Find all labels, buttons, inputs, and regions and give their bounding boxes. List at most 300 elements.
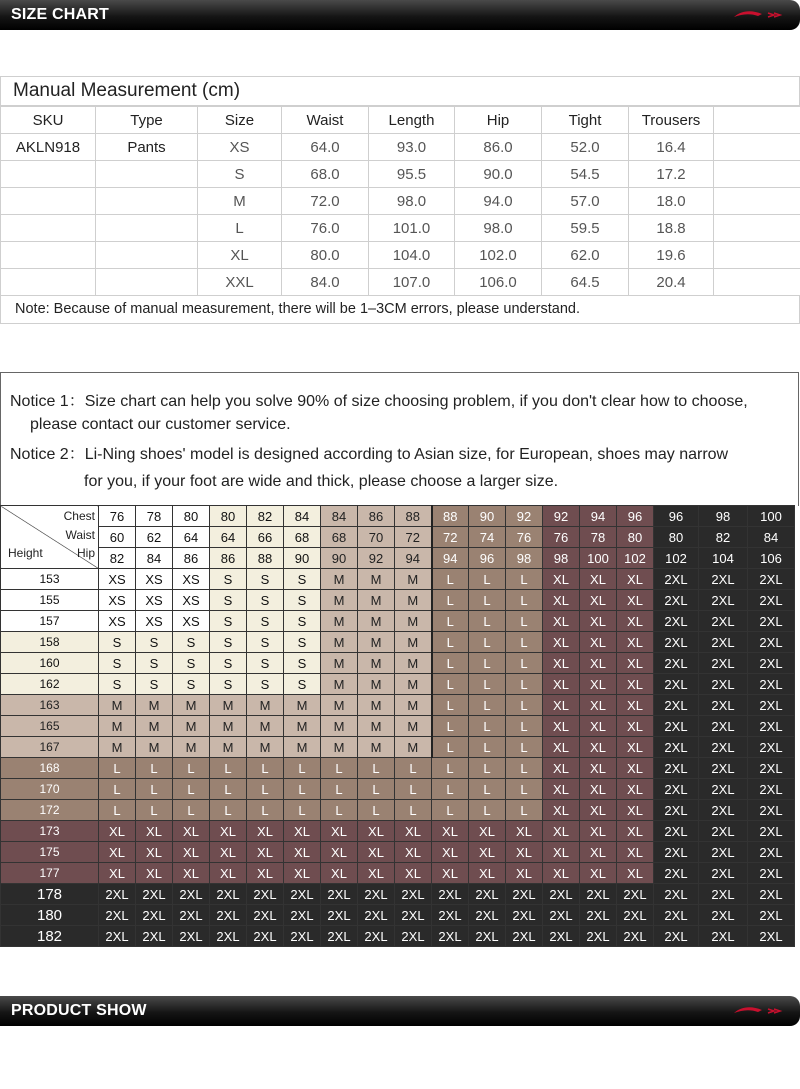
size-cell: 2XL (699, 758, 748, 779)
size-grid-chest-cell: 88 (395, 506, 432, 527)
size-cell: M (136, 695, 173, 716)
size-cell: XL (617, 737, 654, 758)
height-cell: 162 (1, 674, 99, 695)
size-cell: 2XL (654, 863, 699, 884)
size-grid-row (1, 569, 795, 590)
measurement-cell (1, 269, 96, 296)
size-cell: 2XL (699, 926, 748, 947)
size-grid-waist-cell: 60 (99, 527, 136, 548)
size-cell: S (136, 632, 173, 653)
size-cell: 2XL (321, 905, 358, 926)
size-cell: L (173, 779, 210, 800)
size-cell: 2XL (654, 716, 699, 737)
size-grid-waist-cell: 82 (699, 527, 748, 548)
measurement-row (1, 188, 800, 215)
size-cell: 2XL (748, 737, 795, 758)
size-grid-row (1, 695, 795, 716)
size-cell: S (210, 590, 247, 611)
measurement-cell: XXL (198, 269, 282, 296)
size-cell: L (469, 653, 506, 674)
chest-label: Chest (63, 509, 95, 523)
size-cell: L (432, 569, 469, 590)
size-cell: L (469, 674, 506, 695)
size-cell: M (358, 737, 395, 758)
size-cell: M (395, 590, 432, 611)
size-cell: L (506, 716, 543, 737)
size-cell: L (99, 800, 136, 821)
measurement-cell: Pants (96, 134, 198, 161)
size-cell: M (136, 716, 173, 737)
size-cell: 2XL (699, 569, 748, 590)
size-cell: XS (136, 590, 173, 611)
size-grid-chest-row (1, 506, 795, 527)
size-cell: 2XL (136, 884, 173, 905)
size-cell: XL (580, 758, 617, 779)
size-cell: L (506, 779, 543, 800)
brand-logo-icon (732, 1004, 790, 1018)
size-cell: 2XL (748, 779, 795, 800)
size-cell: 2XL (748, 674, 795, 695)
size-cell: 2XL (748, 695, 795, 716)
size-cell: 2XL (654, 674, 699, 695)
measurement-row (1, 134, 800, 161)
size-cell: XL (469, 821, 506, 842)
size-cell: 2XL (395, 884, 432, 905)
size-cell: XL (395, 842, 432, 863)
size-cell: XL (321, 821, 358, 842)
size-cell: XL (321, 842, 358, 863)
height-cell: 172 (1, 800, 99, 821)
size-grid-waist-cell: 72 (395, 527, 432, 548)
size-cell: XL (580, 590, 617, 611)
size-grid-hip-cell: 98 (506, 548, 543, 569)
size-grid-hip-cell: 82 (99, 548, 136, 569)
size-cell: 2XL (748, 758, 795, 779)
size-cell: XL (580, 674, 617, 695)
size-grid-corner-header (1, 506, 99, 569)
measurement-cell (1, 188, 96, 215)
size-cell: L (358, 758, 395, 779)
size-cell: L (469, 569, 506, 590)
size-cell: 2XL (173, 926, 210, 947)
size-cell: 2XL (699, 779, 748, 800)
size-cell: M (321, 653, 358, 674)
size-cell: 2XL (358, 884, 395, 905)
size-grid-chest-cell: 80 (210, 506, 247, 527)
size-cell: XL (321, 863, 358, 884)
measurement-cell (96, 161, 198, 188)
size-cell: L (432, 653, 469, 674)
size-cell: 2XL (748, 842, 795, 863)
size-cell: L (506, 590, 543, 611)
size-cell: S (99, 674, 136, 695)
size-cell: 2XL (395, 926, 432, 947)
size-cell: L (469, 737, 506, 758)
size-grid-waist-cell: 68 (321, 527, 358, 548)
size-cell: 2XL (654, 695, 699, 716)
size-cell: M (247, 695, 284, 716)
size-grid-waist-cell: 64 (210, 527, 247, 548)
size-cell: XS (136, 611, 173, 632)
measurement-cell (96, 269, 198, 296)
size-cell: 2XL (99, 905, 136, 926)
size-cell: L (506, 800, 543, 821)
measurement-cell: 98.0 (455, 215, 542, 242)
size-cell: M (210, 737, 247, 758)
size-cell: M (284, 737, 321, 758)
size-cell: S (210, 569, 247, 590)
measurement-cell: 64.0 (282, 134, 369, 161)
size-grid-chest-cell: 84 (321, 506, 358, 527)
size-cell: L (284, 758, 321, 779)
size-grid-row (1, 716, 795, 737)
size-grid-row (1, 590, 795, 611)
size-grid-waist-cell: 62 (136, 527, 173, 548)
size-cell: 2XL (617, 905, 654, 926)
size-cell: S (284, 653, 321, 674)
size-cell: M (210, 716, 247, 737)
size-cell: L (136, 758, 173, 779)
size-cell: 2XL (748, 863, 795, 884)
size-cell: M (395, 611, 432, 632)
size-grid-row (1, 653, 795, 674)
size-cell: 2XL (654, 926, 699, 947)
measurement-cell: AKLN918 (1, 134, 96, 161)
measurement-cell: 62.0 (542, 242, 629, 269)
size-grid-row (1, 905, 795, 926)
size-grid-hip-cell: 96 (469, 548, 506, 569)
notice-2-line-1: Notice 2：Li-Ning shoes' model is designed according to Asian size, for European, shoes may narrow (10, 446, 729, 463)
measurement-header-cell: Tight (542, 107, 629, 134)
size-grid-waist-cell: 74 (469, 527, 506, 548)
size-grid-hip-cell: 88 (247, 548, 284, 569)
measurement-cell: 18.8 (629, 215, 714, 242)
measurement-cell: 19.6 (629, 242, 714, 269)
size-cell: L (321, 779, 358, 800)
size-grid-row (1, 632, 795, 653)
size-cell: XL (395, 821, 432, 842)
size-cell: XL (432, 821, 469, 842)
product-show-banner (0, 996, 800, 1026)
size-cell: 2XL (654, 737, 699, 758)
size-cell: L (247, 758, 284, 779)
size-cell: XL (617, 779, 654, 800)
size-cell: 2XL (699, 611, 748, 632)
size-cell: 2XL (395, 905, 432, 926)
size-grid-chest-cell: 84 (284, 506, 321, 527)
size-cell: 2XL (699, 863, 748, 884)
size-cell: 2XL (358, 926, 395, 947)
height-cell: 170 (1, 779, 99, 800)
size-cell: L (506, 653, 543, 674)
size-grid-hip-cell: 98 (543, 548, 580, 569)
size-cell: 2XL (654, 821, 699, 842)
size-cell: 2XL (321, 884, 358, 905)
size-grid-waist-cell: 68 (284, 527, 321, 548)
size-cell: 2XL (654, 632, 699, 653)
size-cell: L (432, 590, 469, 611)
size-cell: 2XL (247, 884, 284, 905)
size-grid-hip-cell: 102 (654, 548, 699, 569)
size-cell: XS (173, 611, 210, 632)
size-cell: XL (617, 863, 654, 884)
measurement-cell (714, 188, 800, 215)
measurement-header-row (1, 107, 800, 134)
measurement-cell: 102.0 (455, 242, 542, 269)
size-grid-chest-cell: 94 (580, 506, 617, 527)
size-cell: XS (173, 590, 210, 611)
size-cell: XS (99, 569, 136, 590)
size-grid-hip-cell: 94 (395, 548, 432, 569)
size-cell: M (284, 716, 321, 737)
size-cell: L (432, 611, 469, 632)
size-cell: XL (136, 821, 173, 842)
measurement-cell: S (198, 161, 282, 188)
size-cell: XL (506, 863, 543, 884)
size-cell: S (173, 632, 210, 653)
size-cell: S (284, 611, 321, 632)
height-cell: 180 (1, 905, 99, 926)
size-grid-chest-cell: 92 (543, 506, 580, 527)
size-cell: XL (543, 800, 580, 821)
size-cell: L (173, 800, 210, 821)
manual-measurement-section (0, 76, 800, 324)
size-cell: 2XL (580, 926, 617, 947)
height-cell: 163 (1, 695, 99, 716)
size-cell: XL (284, 821, 321, 842)
size-grid-row (1, 842, 795, 863)
size-cell: XL (543, 590, 580, 611)
size-grid-chest-cell: 78 (136, 506, 173, 527)
notice-2-line-2: for you, if your foot are wide and thick, please choose a larger size. (84, 473, 559, 490)
measurement-cell: 107.0 (369, 269, 455, 296)
size-grid-row (1, 779, 795, 800)
size-cell: S (136, 674, 173, 695)
size-cell: XL (543, 863, 580, 884)
size-cell: L (173, 758, 210, 779)
measurement-header-cell: Type (96, 107, 198, 134)
measurement-cell: XL (198, 242, 282, 269)
size-cell: XL (543, 695, 580, 716)
size-cell: XL (395, 863, 432, 884)
size-cell: 2XL (580, 884, 617, 905)
size-grid-hip-cell: 90 (321, 548, 358, 569)
size-cell: 2XL (99, 926, 136, 947)
size-cell: XL (136, 842, 173, 863)
measurement-cell: 104.0 (369, 242, 455, 269)
size-cell: XL (617, 611, 654, 632)
size-cell: L (469, 758, 506, 779)
size-cell: XL (543, 611, 580, 632)
size-cell: XL (358, 821, 395, 842)
size-cell: L (395, 779, 432, 800)
size-cell: L (99, 758, 136, 779)
size-cell: L (469, 716, 506, 737)
measurement-cell (96, 215, 198, 242)
size-cell: S (136, 653, 173, 674)
size-cell: 2XL (699, 632, 748, 653)
measurement-row (1, 242, 800, 269)
measurement-cell: 86.0 (455, 134, 542, 161)
size-cell: XL (543, 569, 580, 590)
size-cell: 2XL (654, 758, 699, 779)
size-cell: XL (617, 674, 654, 695)
size-cell: L (432, 632, 469, 653)
measurement-cell: 98.0 (369, 188, 455, 215)
size-cell: 2XL (699, 590, 748, 611)
size-cell: L (247, 779, 284, 800)
size-cell: 2XL (432, 905, 469, 926)
size-cell: 2XL (699, 737, 748, 758)
size-cell: L (432, 800, 469, 821)
size-cell: XL (543, 632, 580, 653)
size-cell: M (321, 674, 358, 695)
height-cell: 155 (1, 590, 99, 611)
size-cell: 2XL (284, 926, 321, 947)
size-cell: XL (543, 758, 580, 779)
size-cell: L (358, 779, 395, 800)
size-cell: L (469, 800, 506, 821)
waist-label: Waist (65, 528, 95, 542)
size-cell: XL (358, 842, 395, 863)
size-cell: L (506, 611, 543, 632)
size-cell: XL (506, 842, 543, 863)
size-grid-chest-cell: 90 (469, 506, 506, 527)
size-cell: 2XL (321, 926, 358, 947)
size-cell: L (136, 779, 173, 800)
brand-logo-icon (732, 8, 790, 22)
size-grid-hip-cell: 84 (136, 548, 173, 569)
size-cell: XL (580, 653, 617, 674)
size-cell: XL (580, 716, 617, 737)
size-grid-waist-cell: 66 (247, 527, 284, 548)
banner-title: PRODUCT SHOW (11, 1002, 147, 1019)
size-cell: L (358, 800, 395, 821)
measurement-cell: 90.0 (455, 161, 542, 188)
size-grid-hip-cell: 100 (580, 548, 617, 569)
size-cell: 2XL (748, 653, 795, 674)
size-cell: M (247, 716, 284, 737)
size-cell: S (247, 569, 284, 590)
size-cell: M (99, 737, 136, 758)
size-cell: 2XL (654, 884, 699, 905)
height-cell: 153 (1, 569, 99, 590)
size-cell: XL (617, 632, 654, 653)
measurement-header-cell: Hip (455, 107, 542, 134)
size-cell: L (469, 590, 506, 611)
height-cell: 175 (1, 842, 99, 863)
size-cell: M (210, 695, 247, 716)
height-cell: 158 (1, 632, 99, 653)
size-cell: L (469, 695, 506, 716)
size-cell: M (321, 695, 358, 716)
size-cell: 2XL (699, 695, 748, 716)
measurement-cell (714, 269, 800, 296)
size-cell: 2XL (432, 926, 469, 947)
size-grid-hip-cell: 102 (617, 548, 654, 569)
size-cell: L (210, 758, 247, 779)
measurement-header-cell: Waist (282, 107, 369, 134)
size-grid-waist-cell: 70 (358, 527, 395, 548)
measurement-cell: 84.0 (282, 269, 369, 296)
size-cell: XS (136, 569, 173, 590)
size-cell: M (395, 737, 432, 758)
size-cell: 2XL (210, 884, 247, 905)
size-cell: S (99, 653, 136, 674)
size-cell: L (469, 779, 506, 800)
size-cell: XL (580, 863, 617, 884)
height-cell: 168 (1, 758, 99, 779)
measurement-cell: 52.0 (542, 134, 629, 161)
size-cell: S (284, 569, 321, 590)
size-cell: XL (580, 779, 617, 800)
size-cell: S (210, 632, 247, 653)
size-cell: XL (469, 863, 506, 884)
size-cell: 2XL (543, 926, 580, 947)
size-cell: M (358, 674, 395, 695)
size-cell: XL (432, 863, 469, 884)
size-cell: L (432, 737, 469, 758)
size-cell: M (284, 695, 321, 716)
measurement-cell: 18.0 (629, 188, 714, 215)
measurement-note: Note: Because of manual measurement, there will be 1–3CM errors, please understand. (0, 296, 800, 324)
size-cell: XL (580, 800, 617, 821)
size-grid-chest-cell: 76 (99, 506, 136, 527)
size-cell: XL (469, 842, 506, 863)
size-grid-waist-cell: 78 (580, 527, 617, 548)
size-grid-waist-row (1, 527, 795, 548)
notice-1-line-1: Notice 1：Size chart can help you solve 90% of size choosing problem, if you don't clear how to choose, (10, 393, 748, 410)
size-cell: M (358, 590, 395, 611)
size-cell: M (358, 653, 395, 674)
size-cell: L (432, 716, 469, 737)
size-cell: XL (210, 863, 247, 884)
size-cell: XL (617, 758, 654, 779)
size-cell: 2XL (284, 884, 321, 905)
notice-1 (10, 390, 800, 436)
measurement-header-cell: Trousers (629, 107, 714, 134)
size-cell: L (321, 758, 358, 779)
height-cell: 167 (1, 737, 99, 758)
size-cell: 2XL (699, 674, 748, 695)
measurement-header-cell: Length (369, 107, 455, 134)
size-cell: M (247, 737, 284, 758)
size-cell: 2XL (654, 800, 699, 821)
size-cell: XL (543, 716, 580, 737)
size-cell: 2XL (748, 569, 795, 590)
height-cell: 160 (1, 653, 99, 674)
size-cell: M (358, 611, 395, 632)
size-cell: XL (580, 632, 617, 653)
size-cell: 2XL (699, 821, 748, 842)
size-cell: L (469, 611, 506, 632)
size-cell: L (506, 632, 543, 653)
size-cell: 2XL (210, 905, 247, 926)
size-cell: 2XL (748, 590, 795, 611)
size-grid-chest-cell: 96 (654, 506, 699, 527)
size-cell: M (395, 632, 432, 653)
height-cell: 178 (1, 884, 99, 905)
size-cell: M (395, 674, 432, 695)
size-cell: M (395, 695, 432, 716)
size-cell: S (210, 611, 247, 632)
size-cell: 2XL (748, 926, 795, 947)
size-grid-hip-cell: 94 (432, 548, 469, 569)
measurement-cell: 93.0 (369, 134, 455, 161)
size-cell: 2XL (699, 653, 748, 674)
size-cell: 2XL (748, 632, 795, 653)
size-grid-row (1, 821, 795, 842)
